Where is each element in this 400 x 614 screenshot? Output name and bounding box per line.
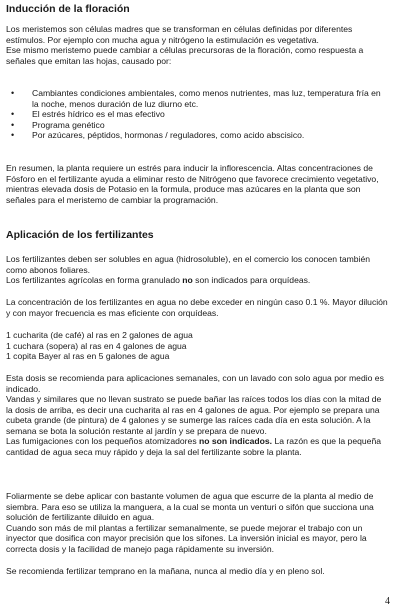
paragraph-recomendacion: Se recomienda fertilizar temprano en la mañana, nunca al medio día y en pleno sol.: [6, 566, 325, 576]
list-item: • Cambiantes condiciones ambientales, como menos nutrientes, mas luz, temperatura fría en la noche, menos duración de luz diurno etc.: [6, 88, 388, 109]
page-number: 4: [385, 596, 390, 607]
paragraph-meristemos: [6, 24, 388, 66]
paragraph-solubles: [6, 254, 388, 286]
list-item: • Programa genético: [6, 120, 388, 131]
dose-list: [6, 330, 388, 362]
paragraph-text: Vandas y similares que no llevan sustrato se puede bañar las raíces todos los días con la mitad de la dosis de arriba, es decir una cucharita al ras en 4 galones de agua. Por ejemplo se prepara una cubeta grande (de pintura) de 4 galones y se sumerge las raíces cada día en esta solución. A la semana se bota la solución restante al jardín y se prepara de nuevo.: [6, 394, 382, 436]
paragraph-text: Esta dosis se recomienda para aplicaciones semanales, con un lavado con solo agua por medio es indicado.: [6, 373, 384, 394]
paragraph-resumen: En resumen, la planta requiere un estrés para inducir la inflorescencia. Altas concentraciones de Fósforo en el fertilizante ayuda a eliminar resto de Nitrógeno que favorece crecimiento vegetativo, mientras elevada dosis de Potasio en la formula, produce mas azúcares en la planta que son señales para el meristemo de cambiar la programación.: [6, 163, 379, 205]
list-item: • El estrés hídrico es el mas efectivo: [6, 109, 388, 120]
paragraph-foliar: [6, 491, 388, 554]
paragraph-text: Ese mismo meristemo puede cambiar a células precursoras de la floración, como respuesta a señales que emitan las hojas, causado por:: [6, 45, 364, 66]
dose-item: 1 cuchara (sopera) al ras en 4 galones de agua: [6, 340, 187, 351]
paragraph-text: Los meristemos son células madres que se transforman en células definidas por diferentes estímulos. Por ejemplo con mucha agua y nitrógeno la estimulación es vegetativa.: [6, 24, 353, 45]
paragraph-text: Las fumigaciones con los pequeños atomizadores no son indicados. La razón es que la pequeña cantidad de agua seca muy rápido y deja la sal del fertilizante sobre la planta.: [6, 436, 382, 457]
dose-item: 1 copita Bayer al ras en 5 galones de agua: [6, 351, 170, 361]
paragraph-text: Foliarmente se debe aplicar con bastante volumen de agua que escurre de la planta al medio de siembra. Para eso se utiliza la manguera, a la cual se monta un venturi o sifón que succiona una solución de fertilizante diluido en agua.: [6, 491, 374, 522]
paragraph-text: Los fertilizantes deben ser solubles en agua (hidrosoluble), en el comercio los conocen también como abonos foliares.: [6, 254, 371, 275]
section-title-induccion: Inducción de la floración: [6, 3, 130, 15]
dose-item: 1 cucharita (de café) al ras en 2 galones de agua: [6, 330, 193, 340]
paragraph-text: Los fertilizantes agrícolas en forma granulado no son indicados para orquídeas.: [6, 275, 311, 285]
list-item: • Por azúcares, péptidos, hormonas / reguladores, como acido abscisico.: [6, 130, 388, 141]
paragraph-dosis: [6, 373, 388, 457]
paragraph-text: Cuando son más de mil plantas a fertilizar semanalmente, se puede mejorar el trabajo con un inyector que dosifica con mayor precisión que los sifones. La inversión inicial es mayor, pero la correcta dosis y la facilidad de manejo paga rápidamente su inversión.: [6, 522, 367, 554]
causes-list: [6, 88, 388, 141]
paragraph-concentracion: La concentración de los fertilizantes en agua no debe exceder en ningún caso 0.1 %. Mayor dilución y con mayor frecuencia es mas eficiente con orquídeas.: [6, 297, 388, 318]
section-title-aplicacion: Aplicación de los fertilizantes: [6, 229, 154, 241]
